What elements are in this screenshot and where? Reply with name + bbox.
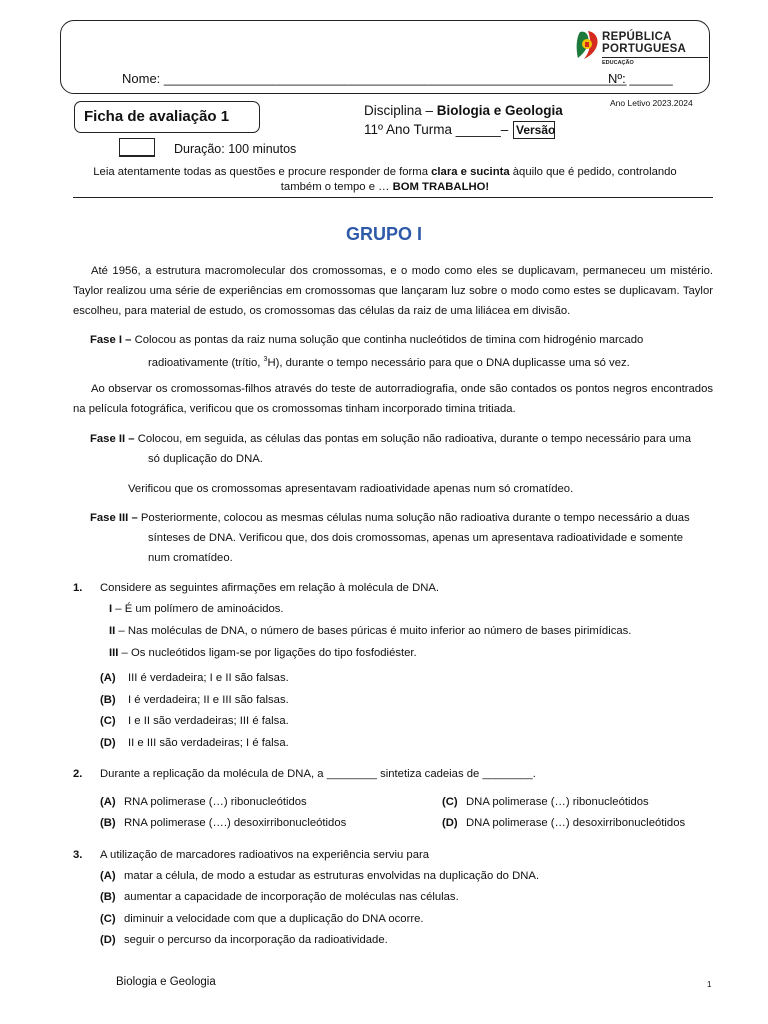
- statement-1: I – É um polímero de aminoácidos.: [109, 603, 284, 615]
- nome-field[interactable]: Nome: ________________________________________________________________: [122, 71, 627, 86]
- observation-paragraph: Ao observar os cromossomas-filhos através do teste de autorradiografia, onde são contados os pontos negros encontrados na película fotográfica, verificou que os cromossomas tinham incorporado timina tritiada.: [73, 383, 713, 415]
- q3-option-c[interactable]: (C) diminuir a velocidade com que a duplicação do DNA ocorre.: [100, 913, 424, 925]
- q2-option-c[interactable]: (C) DNA polimerase (…) ribonucleótidos: [442, 796, 649, 808]
- statement-2: II – Nas moléculas de DNA, o número de bases púricas é muito inferior ao número de bases pirimídicas.: [109, 625, 632, 637]
- fase-2-label: Fase II –: [90, 433, 135, 445]
- duracao: Duração: 100 minutos: [174, 142, 297, 156]
- fase-1: Fase I – Colocou as pontas da raiz numa solução que continha nucleótidos de timina com hidrogénio marcado radioativamente (trítio, $^3$H), durante o tempo necessário para que o DNA duplicasse uma só vez.: [90, 334, 644, 369]
- logo-title: REPÚBLICA PORTUGUESA: [602, 31, 687, 55]
- statement-3: III – Os nucleótidos ligam-se por ligações do tipo fosfodiéster.: [109, 647, 417, 659]
- q3-option-b[interactable]: (B) aumentar a capacidade de incorporação de moléculas nas células.: [100, 891, 459, 903]
- fase-3-label: Fase III –: [90, 512, 138, 524]
- disciplina: [364, 103, 563, 118]
- footer-subject: Biologia e Geologia: [116, 976, 216, 988]
- instructions: Leia atentamente todas as questões e procure responder de forma clara e sucinta àquilo que é pedido, controlando também o tempo e … BOM TRABALHO!: [93, 166, 677, 193]
- numero-field[interactable]: Nº: ______: [608, 71, 673, 86]
- question-3-number: 3.: [73, 849, 83, 861]
- disciplina-value: Biologia e Geologia: [436, 103, 563, 118]
- question-3-text: A utilização de marcadores radioativos na experiência serviu para: [100, 849, 430, 861]
- q2-option-a[interactable]: (A) RNA polimerase (…) ribonucleótidos: [100, 796, 307, 808]
- question-2-text: Durante a replicação da molécula de DNA, a ________ sintetiza cadeias de ________.: [100, 768, 536, 780]
- q2-option-b[interactable]: (B) RNA polimerase (….) desoxirribonucleótidos: [100, 817, 347, 829]
- disciplina-label: Disciplina –: [364, 103, 437, 118]
- ano-turma-field[interactable]: 11º Ano Turma ______–: [364, 122, 513, 137]
- versao-label: Versão: [516, 123, 556, 137]
- fase-3: Fase III – Posteriormente, colocou as mesmas células numa solução não radioativa durante o tempo necessário a duas sínteses de DNA. Verificou que, dos dois cromossomas, apenas um apresentava radioatividade e somente num cromatídeo.: [90, 512, 690, 564]
- q2-option-d[interactable]: (D) DNA polimerase (…) desoxirribonucleótidos: [442, 817, 686, 829]
- header-divider: [73, 197, 713, 198]
- question-3: [73, 845, 713, 955]
- grupo-title: GRUPO I: [345, 224, 422, 244]
- intro-paragraph: Até 1956, a estrutura macromolecular dos cromossomas, e o modo como eles se duplicavam, permaneceu um mistério. Taylor realizou uma série de experiências em cromossomas que lançaram luz sobre o modo como estes se duplicavam. Taylor escolheu, para material de estudo, os cromossomas das células da raiz de uma liliácea em divisão.: [73, 265, 713, 317]
- page-number: 1: [707, 980, 712, 989]
- q1-option-d[interactable]: (D) II e III são verdadeiras; I é falsa.: [100, 737, 289, 749]
- classification-box[interactable]: [119, 138, 155, 157]
- q1-option-c[interactable]: (C) I e II são verdadeiras; III é falsa.: [100, 715, 289, 727]
- question-2: [73, 764, 713, 834]
- ficha-title: Ficha de avaliação 1: [84, 108, 230, 125]
- republica-portuguesa-logo: [576, 30, 710, 68]
- q1-option-b[interactable]: (B) I é verdadeira; II e III são falsas.: [100, 694, 289, 706]
- ano-letivo: Ano Letivo 2023.2024: [610, 98, 693, 108]
- logo-subtitle: EDUCAÇÃO: [602, 60, 634, 66]
- q1-option-a[interactable]: (A) III é verdadeira; I e II são falsas.: [100, 672, 289, 684]
- fase-2: Fase II – Colocou, em seguida, as células das pontas em solução não radioativa, durante o tempo necessário para uma só duplicação do DNA.: [90, 433, 691, 465]
- fase-1-label: Fase I –: [90, 334, 132, 346]
- question-1: [73, 578, 713, 758]
- verificou-text: Verificou que os cromossomas apresentavam radioatividade apenas num só cromatídeo.: [128, 483, 574, 495]
- flag-emblem-icon: [576, 30, 600, 60]
- question-2-number: 2.: [73, 768, 83, 780]
- question-1-number: 1.: [73, 582, 83, 594]
- q3-option-a[interactable]: (A) matar a célula, de modo a estudar as estruturas envolvidas na duplicação do DNA.: [100, 870, 540, 882]
- question-1-text: Considere as seguintes afirmações em relação à molécula de DNA.: [100, 582, 440, 594]
- logo-divider: [602, 57, 708, 58]
- q3-option-d[interactable]: (D) seguir o percurso da incorporação da radioatividade.: [100, 934, 388, 946]
